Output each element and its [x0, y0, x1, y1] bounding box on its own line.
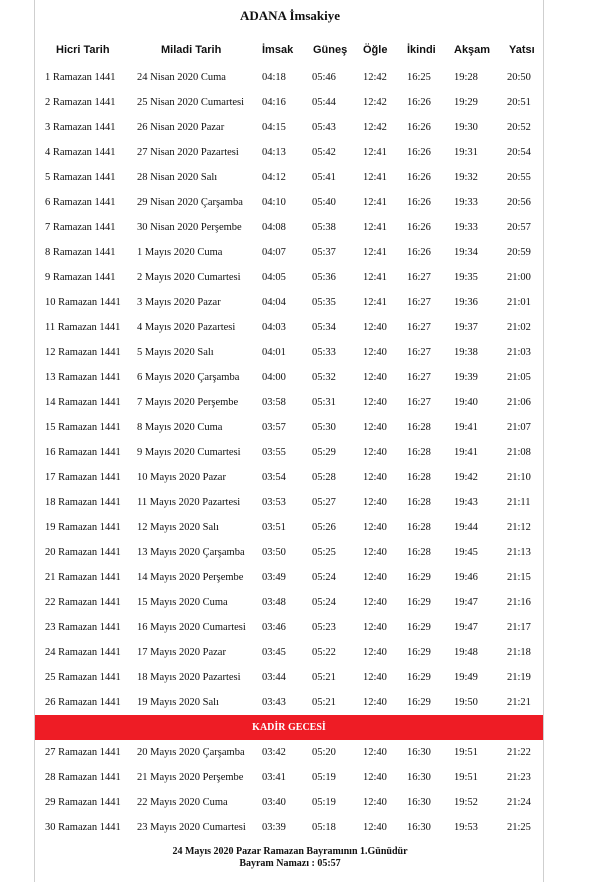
ikindi-time-cell: 16:29	[407, 572, 431, 583]
yatsi-time-cell: 21:02	[507, 322, 531, 333]
hicri-tarih-cell: 14 Ramazan 1441	[45, 397, 121, 408]
imsak-time-cell: 04:00	[262, 372, 286, 383]
hicri-tarih-cell: 13 Ramazan 1441	[45, 372, 121, 383]
table-row	[35, 790, 545, 815]
table-row	[35, 815, 545, 840]
aksam-time-cell: 19:44	[454, 522, 478, 533]
aksam-time-cell: 19:33	[454, 222, 478, 233]
imsak-time-cell: 03:42	[262, 747, 286, 758]
aksam-time-cell: 19:43	[454, 497, 478, 508]
ikindi-time-cell: 16:29	[407, 672, 431, 683]
aksam-time-cell: 19:37	[454, 322, 478, 333]
gunes-time-cell: 05:19	[312, 772, 336, 783]
miladi-tarih-cell: 24 Nisan 2020 Cuma	[137, 72, 226, 83]
gunes-time-cell: 05:20	[312, 747, 336, 758]
imsak-time-cell: 03:46	[262, 622, 286, 633]
yatsi-time-cell: 21:18	[507, 647, 531, 658]
hicri-tarih-cell: 28 Ramazan 1441	[45, 772, 121, 783]
yatsi-time-cell: 21:08	[507, 447, 531, 458]
ikindi-time-cell: 16:27	[407, 397, 431, 408]
gunes-time-cell: 05:36	[312, 272, 336, 283]
hicri-tarih-cell: 29 Ramazan 1441	[45, 797, 121, 808]
ikindi-time-cell: 16:28	[407, 547, 431, 558]
yatsi-time-cell: 21:03	[507, 347, 531, 358]
imsak-time-cell: 04:16	[262, 97, 286, 108]
miladi-tarih-cell: 23 Mayıs 2020 Cumartesi	[137, 822, 246, 833]
header-ikindi: İkindi	[407, 44, 436, 56]
miladi-tarih-cell: 16 Mayıs 2020 Cumartesi	[137, 622, 246, 633]
hicri-tarih-cell: 18 Ramazan 1441	[45, 497, 121, 508]
gunes-time-cell: 05:35	[312, 297, 336, 308]
hicri-tarih-cell: 1 Ramazan 1441	[45, 72, 116, 83]
ogle-time-cell: 12:40	[363, 747, 387, 758]
ogle-time-cell: 12:40	[363, 772, 387, 783]
ikindi-time-cell: 16:28	[407, 472, 431, 483]
yatsi-time-cell: 21:10	[507, 472, 531, 483]
header-gunes: Güneş	[313, 44, 348, 56]
ogle-time-cell: 12:40	[363, 497, 387, 508]
yatsi-time-cell: 20:54	[507, 147, 531, 158]
aksam-time-cell: 19:51	[454, 747, 478, 758]
ogle-time-cell: 12:40	[363, 597, 387, 608]
ogle-time-cell: 12:40	[363, 822, 387, 833]
aksam-time-cell: 19:48	[454, 647, 478, 658]
table-row	[35, 490, 545, 515]
gunes-time-cell: 05:30	[312, 422, 336, 433]
gunes-time-cell: 05:38	[312, 222, 336, 233]
ikindi-time-cell: 16:29	[407, 647, 431, 658]
yatsi-time-cell: 21:12	[507, 522, 531, 533]
yatsi-time-cell: 21:05	[507, 372, 531, 383]
kadir-gecesi-band: KADİR GECESİ	[35, 715, 543, 740]
yatsi-time-cell: 21:13	[507, 547, 531, 558]
aksam-time-cell: 19:34	[454, 247, 478, 258]
miladi-tarih-cell: 4 Mayıs 2020 Pazartesi	[137, 322, 236, 333]
table-row	[35, 65, 545, 90]
bayram-date-note: 24 Mayıs 2020 Pazar Ramazan Bayramının 1.Günüdür	[172, 846, 408, 857]
yatsi-time-cell: 20:56	[507, 197, 531, 208]
hicri-tarih-cell: 2 Ramazan 1441	[45, 97, 116, 108]
imsak-time-cell: 04:08	[262, 222, 286, 233]
header-imsak: İmsak	[262, 44, 294, 56]
yatsi-time-cell: 21:16	[507, 597, 531, 608]
gunes-time-cell: 05:41	[312, 172, 336, 183]
imsak-time-cell: 03:49	[262, 572, 286, 583]
imsak-time-cell: 03:54	[262, 472, 286, 483]
hicri-tarih-cell: 11 Ramazan 1441	[45, 322, 121, 333]
ogle-time-cell: 12:41	[363, 147, 387, 158]
gunes-time-cell: 05:28	[312, 472, 336, 483]
yatsi-time-cell: 21:21	[507, 697, 531, 708]
table-row	[35, 590, 545, 615]
hicri-tarih-cell: 27 Ramazan 1441	[45, 747, 121, 758]
table-row	[35, 690, 545, 715]
table-row	[35, 215, 545, 240]
miladi-tarih-cell: 8 Mayıs 2020 Cuma	[137, 422, 223, 433]
miladi-tarih-cell: 15 Mayıs 2020 Cuma	[137, 597, 228, 608]
imsak-time-cell: 03:50	[262, 547, 286, 558]
yatsi-time-cell: 21:19	[507, 672, 531, 683]
hicri-tarih-cell: 20 Ramazan 1441	[45, 547, 121, 558]
table-row	[35, 140, 545, 165]
miladi-tarih-cell: 17 Mayıs 2020 Pazar	[137, 647, 226, 658]
yatsi-time-cell: 21:00	[507, 272, 531, 283]
miladi-tarih-cell: 30 Nisan 2020 Perşembe	[137, 222, 242, 233]
gunes-time-cell: 05:33	[312, 347, 336, 358]
table-row	[35, 615, 545, 640]
imsak-time-cell: 03:53	[262, 497, 286, 508]
imsak-time-cell: 04:15	[262, 122, 286, 133]
ogle-time-cell: 12:40	[363, 322, 387, 333]
ogle-time-cell: 12:41	[363, 197, 387, 208]
ogle-time-cell: 12:41	[363, 297, 387, 308]
gunes-time-cell: 05:18	[312, 822, 336, 833]
ikindi-time-cell: 16:28	[407, 447, 431, 458]
ogle-time-cell: 12:40	[363, 672, 387, 683]
ogle-time-cell: 12:40	[363, 522, 387, 533]
ikindi-time-cell: 16:30	[407, 822, 431, 833]
gunes-time-cell: 05:26	[312, 522, 336, 533]
gunes-time-cell: 05:21	[312, 697, 336, 708]
imsak-time-cell: 03:48	[262, 597, 286, 608]
aksam-time-cell: 19:36	[454, 297, 478, 308]
ogle-time-cell: 12:41	[363, 247, 387, 258]
table-row	[35, 115, 545, 140]
table-row	[35, 340, 545, 365]
header-ogle: Öğle	[363, 44, 388, 56]
ogle-time-cell: 12:40	[363, 472, 387, 483]
yatsi-time-cell: 21:25	[507, 822, 531, 833]
aksam-time-cell: 19:30	[454, 122, 478, 133]
bayram-footer	[35, 846, 545, 870]
imsak-time-cell: 04:10	[262, 197, 286, 208]
aksam-time-cell: 19:52	[454, 797, 478, 808]
gunes-time-cell: 05:44	[312, 97, 336, 108]
imsak-time-cell: 04:18	[262, 72, 286, 83]
imsak-time-cell: 04:05	[262, 272, 286, 283]
ikindi-time-cell: 16:28	[407, 422, 431, 433]
imsak-time-cell: 04:01	[262, 347, 286, 358]
ikindi-time-cell: 16:27	[407, 372, 431, 383]
ogle-time-cell: 12:40	[363, 647, 387, 658]
miladi-tarih-cell: 7 Mayıs 2020 Perşembe	[137, 397, 239, 408]
aksam-time-cell: 19:47	[454, 597, 478, 608]
ikindi-time-cell: 16:27	[407, 272, 431, 283]
yatsi-time-cell: 21:07	[507, 422, 531, 433]
ogle-time-cell: 12:41	[363, 222, 387, 233]
hicri-tarih-cell: 9 Ramazan 1441	[45, 272, 116, 283]
miladi-tarih-cell: 20 Mayıs 2020 Çarşamba	[137, 747, 245, 758]
aksam-time-cell: 19:33	[454, 197, 478, 208]
aksam-time-cell: 19:41	[454, 422, 478, 433]
imsak-time-cell: 04:03	[262, 322, 286, 333]
aksam-time-cell: 19:45	[454, 547, 478, 558]
table-header	[35, 44, 545, 60]
aksam-time-cell: 19:42	[454, 472, 478, 483]
imsak-time-cell: 04:13	[262, 147, 286, 158]
hicri-tarih-cell: 10 Ramazan 1441	[45, 297, 121, 308]
ogle-time-cell: 12:42	[363, 72, 387, 83]
gunes-time-cell: 05:27	[312, 497, 336, 508]
gunes-time-cell: 05:19	[312, 797, 336, 808]
yatsi-time-cell: 21:17	[507, 622, 531, 633]
ogle-time-cell: 12:40	[363, 372, 387, 383]
imsak-time-cell: 03:39	[262, 822, 286, 833]
ogle-time-cell: 12:40	[363, 547, 387, 558]
table-row	[35, 390, 545, 415]
aksam-time-cell: 19:47	[454, 622, 478, 633]
ogle-time-cell: 12:40	[363, 422, 387, 433]
header-aksam: Akşam	[454, 44, 491, 56]
miladi-tarih-cell: 6 Mayıs 2020 Çarşamba	[137, 372, 240, 383]
ikindi-time-cell: 16:29	[407, 697, 431, 708]
imsak-time-cell: 03:40	[262, 797, 286, 808]
hicri-tarih-cell: 19 Ramazan 1441	[45, 522, 121, 533]
ikindi-time-cell: 16:25	[407, 72, 431, 83]
aksam-time-cell: 19:53	[454, 822, 478, 833]
imsak-time-cell: 03:51	[262, 522, 286, 533]
miladi-tarih-cell: 3 Mayıs 2020 Pazar	[137, 297, 221, 308]
gunes-time-cell: 05:25	[312, 547, 336, 558]
table-row	[35, 515, 545, 540]
ikindi-time-cell: 16:26	[407, 147, 431, 158]
miladi-tarih-cell: 9 Mayıs 2020 Cumartesi	[137, 447, 241, 458]
gunes-time-cell: 05:21	[312, 672, 336, 683]
miladi-tarih-cell: 5 Mayıs 2020 Salı	[137, 347, 214, 358]
hicri-tarih-cell: 8 Ramazan 1441	[45, 247, 116, 258]
miladi-tarih-cell: 11 Mayıs 2020 Pazartesi	[137, 497, 241, 508]
imsak-time-cell: 04:07	[262, 247, 286, 258]
ogle-time-cell: 12:42	[363, 122, 387, 133]
hicri-tarih-cell: 17 Ramazan 1441	[45, 472, 121, 483]
ogle-time-cell: 12:40	[363, 697, 387, 708]
hicri-tarih-cell: 16 Ramazan 1441	[45, 447, 121, 458]
miladi-tarih-cell: 26 Nisan 2020 Pazar	[137, 122, 225, 133]
gunes-time-cell: 05:29	[312, 447, 336, 458]
ogle-time-cell: 12:40	[363, 347, 387, 358]
imsak-time-cell: 03:58	[262, 397, 286, 408]
hicri-tarih-cell: 3 Ramazan 1441	[45, 122, 116, 133]
miladi-tarih-cell: 12 Mayıs 2020 Salı	[137, 522, 219, 533]
ikindi-time-cell: 16:30	[407, 772, 431, 783]
yatsi-time-cell: 20:50	[507, 72, 531, 83]
imsak-time-cell: 03:57	[262, 422, 286, 433]
table-row	[35, 640, 545, 665]
ikindi-time-cell: 16:28	[407, 522, 431, 533]
hicri-tarih-cell: 25 Ramazan 1441	[45, 672, 121, 683]
miladi-tarih-cell: 22 Mayıs 2020 Cuma	[137, 797, 228, 808]
aksam-time-cell: 19:50	[454, 697, 478, 708]
table-row	[35, 315, 545, 340]
aksam-time-cell: 19:32	[454, 172, 478, 183]
table-row	[35, 365, 545, 390]
hicri-tarih-cell: 23 Ramazan 1441	[45, 622, 121, 633]
gunes-time-cell: 05:37	[312, 247, 336, 258]
yatsi-time-cell: 20:55	[507, 172, 531, 183]
ikindi-time-cell: 16:26	[407, 122, 431, 133]
imsak-time-cell: 03:45	[262, 647, 286, 658]
yatsi-time-cell: 21:23	[507, 772, 531, 783]
ogle-time-cell: 12:41	[363, 172, 387, 183]
gunes-time-cell: 05:40	[312, 197, 336, 208]
gunes-time-cell: 05:42	[312, 147, 336, 158]
hicri-tarih-cell: 5 Ramazan 1441	[45, 172, 116, 183]
table-row	[35, 240, 545, 265]
header-miladi-tarih: Miladi Tarih	[161, 44, 222, 56]
gunes-time-cell: 05:31	[312, 397, 336, 408]
ogle-time-cell: 12:42	[363, 97, 387, 108]
table-row	[35, 440, 545, 465]
gunes-time-cell: 05:24	[312, 572, 336, 583]
table-row	[35, 540, 545, 565]
header-hicri-tarih: Hicri Tarih	[56, 44, 110, 56]
hicri-tarih-cell: 30 Ramazan 1441	[45, 822, 121, 833]
imsak-time-cell: 04:04	[262, 297, 286, 308]
hicri-tarih-cell: 7 Ramazan 1441	[45, 222, 116, 233]
table-row	[35, 465, 545, 490]
ogle-time-cell: 12:40	[363, 572, 387, 583]
aksam-time-cell: 19:51	[454, 772, 478, 783]
gunes-time-cell: 05:46	[312, 72, 336, 83]
ikindi-time-cell: 16:26	[407, 247, 431, 258]
table-row	[35, 415, 545, 440]
hicri-tarih-cell: 21 Ramazan 1441	[45, 572, 121, 583]
ogle-time-cell: 12:41	[363, 272, 387, 283]
imsak-time-cell: 04:12	[262, 172, 286, 183]
ikindi-time-cell: 16:29	[407, 597, 431, 608]
aksam-time-cell: 19:31	[454, 147, 478, 158]
table-row	[35, 740, 545, 765]
hicri-tarih-cell: 12 Ramazan 1441	[45, 347, 121, 358]
yatsi-time-cell: 20:59	[507, 247, 531, 258]
aksam-time-cell: 19:29	[454, 97, 478, 108]
gunes-time-cell: 05:22	[312, 647, 336, 658]
table-row	[35, 165, 545, 190]
ikindi-time-cell: 16:27	[407, 347, 431, 358]
ikindi-time-cell: 16:30	[407, 747, 431, 758]
yatsi-time-cell: 21:15	[507, 572, 531, 583]
ikindi-time-cell: 16:26	[407, 97, 431, 108]
yatsi-time-cell: 21:11	[507, 497, 531, 508]
hicri-tarih-cell: 24 Ramazan 1441	[45, 647, 121, 658]
yatsi-time-cell: 20:52	[507, 122, 531, 133]
miladi-tarih-cell: 25 Nisan 2020 Cumartesi	[137, 97, 245, 108]
imsak-time-cell: 03:41	[262, 772, 286, 783]
yatsi-time-cell: 20:57	[507, 222, 531, 233]
table-row	[35, 290, 545, 315]
aksam-time-cell: 19:28	[454, 72, 478, 83]
hicri-tarih-cell: 15 Ramazan 1441	[45, 422, 121, 433]
ogle-time-cell: 12:40	[363, 622, 387, 633]
table-row	[35, 565, 545, 590]
aksam-time-cell: 19:40	[454, 397, 478, 408]
aksam-time-cell: 19:41	[454, 447, 478, 458]
gunes-time-cell: 05:32	[312, 372, 336, 383]
ikindi-time-cell: 16:30	[407, 797, 431, 808]
gunes-time-cell: 05:24	[312, 597, 336, 608]
ikindi-time-cell: 16:27	[407, 297, 431, 308]
aksam-time-cell: 19:49	[454, 672, 478, 683]
miladi-tarih-cell: 21 Mayıs 2020 Perşembe	[137, 772, 244, 783]
gunes-time-cell: 05:43	[312, 122, 336, 133]
gunes-time-cell: 05:23	[312, 622, 336, 633]
miladi-tarih-cell: 19 Mayıs 2020 Salı	[137, 697, 219, 708]
imsakiye-sheet	[34, 0, 544, 882]
gunes-time-cell: 05:34	[312, 322, 336, 333]
miladi-tarih-cell: 28 Nisan 2020 Salı	[137, 172, 218, 183]
aksam-time-cell: 19:46	[454, 572, 478, 583]
table-row	[35, 765, 545, 790]
ikindi-time-cell: 16:28	[407, 497, 431, 508]
miladi-tarih-cell: 29 Nisan 2020 Çarşamba	[137, 197, 243, 208]
yatsi-time-cell: 21:24	[507, 797, 531, 808]
aksam-time-cell: 19:38	[454, 347, 478, 358]
ikindi-time-cell: 16:26	[407, 197, 431, 208]
bayram-namazi-time: Bayram Namazı : 05:57	[239, 858, 341, 869]
prayer-times-table	[35, 65, 545, 840]
table-row	[35, 265, 545, 290]
yatsi-time-cell: 21:22	[507, 747, 531, 758]
ogle-time-cell: 12:40	[363, 397, 387, 408]
hicri-tarih-cell: 22 Ramazan 1441	[45, 597, 121, 608]
ikindi-time-cell: 16:26	[407, 222, 431, 233]
miladi-tarih-cell: 14 Mayıs 2020 Perşembe	[137, 572, 244, 583]
hicri-tarih-cell: 6 Ramazan 1441	[45, 197, 116, 208]
aksam-time-cell: 19:39	[454, 372, 478, 383]
table-row	[35, 90, 545, 115]
yatsi-time-cell: 21:06	[507, 397, 531, 408]
imsak-time-cell: 03:43	[262, 697, 286, 708]
yatsi-time-cell: 20:51	[507, 97, 531, 108]
page-title: ADANA İmsakiye	[239, 8, 341, 23]
table-row	[35, 665, 545, 690]
ikindi-time-cell: 16:27	[407, 322, 431, 333]
ogle-time-cell: 12:40	[363, 797, 387, 808]
aksam-time-cell: 19:35	[454, 272, 478, 283]
imsak-time-cell: 03:44	[262, 672, 286, 683]
miladi-tarih-cell: 27 Nisan 2020 Pazartesi	[137, 147, 239, 158]
ikindi-time-cell: 16:29	[407, 622, 431, 633]
table-row	[35, 190, 545, 215]
ikindi-time-cell: 16:26	[407, 172, 431, 183]
header-yatsi: Yatsı	[509, 44, 535, 56]
miladi-tarih-cell: 10 Mayıs 2020 Pazar	[137, 472, 226, 483]
imsak-time-cell: 03:55	[262, 447, 286, 458]
ogle-time-cell: 12:40	[363, 447, 387, 458]
hicri-tarih-cell: 4 Ramazan 1441	[45, 147, 116, 158]
miladi-tarih-cell: 2 Mayıs 2020 Cumartesi	[137, 272, 241, 283]
miladi-tarih-cell: 18 Mayıs 2020 Pazartesi	[137, 672, 241, 683]
miladi-tarih-cell: 13 Mayıs 2020 Çarşamba	[137, 547, 245, 558]
miladi-tarih-cell: 1 Mayıs 2020 Cuma	[137, 247, 223, 258]
yatsi-time-cell: 21:01	[507, 297, 531, 308]
hicri-tarih-cell: 26 Ramazan 1441	[45, 697, 121, 708]
